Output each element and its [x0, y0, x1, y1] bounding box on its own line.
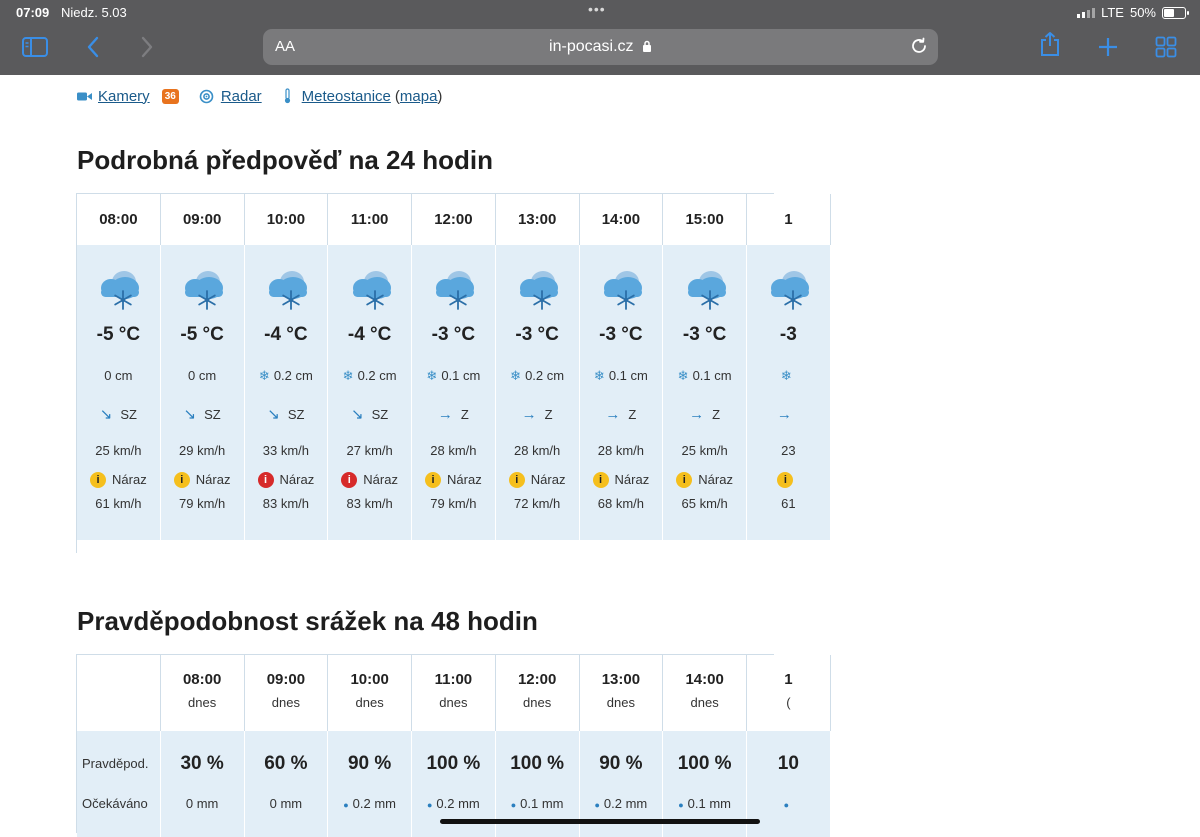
forecast-wind-speed: 28 km/h	[430, 443, 477, 458]
reload-icon[interactable]	[910, 37, 928, 60]
forecast-temperature: -5 °C	[96, 324, 141, 345]
precip-hour-cell	[663, 655, 747, 731]
forecast-snow	[328, 355, 411, 395]
snowflake-icon: ❄	[593, 368, 605, 383]
warning-icon[interactable]: i	[509, 472, 525, 488]
forecast-snow-amount: 0.1 cm	[608, 368, 648, 383]
forecast-wind-direction	[161, 395, 244, 435]
warning-icon[interactable]: i	[258, 472, 274, 488]
wind-direction-label: SZ	[287, 407, 305, 422]
forecast-snow-amount: 0 cm	[188, 368, 217, 383]
forecast-gust-speed: 79 km/h	[430, 496, 477, 511]
forecast-temperature: -3 °C	[515, 324, 559, 345]
forecast-title: Podrobná předpověď na 24 hodin	[77, 145, 493, 175]
forecast-wind-speed: 29 km/h	[179, 443, 226, 458]
precip-day: dnes	[606, 695, 635, 710]
precip-hour: 09:00	[266, 671, 306, 688]
forecast-hour-cell	[580, 194, 664, 245]
forecast-hour: 08:00	[99, 211, 138, 228]
signal-icon	[1077, 8, 1095, 18]
snowflake-icon: ❄	[780, 368, 792, 383]
camera-icon	[76, 88, 92, 104]
forecast-header-row	[77, 194, 793, 245]
precip-expected	[412, 797, 495, 837]
gust-label: Náraz	[112, 472, 147, 487]
gust-label: Náraz	[698, 472, 733, 487]
arrow-right-icon: →	[521, 406, 537, 423]
water-drop-icon: ●	[678, 800, 684, 810]
precip-table[interactable]	[76, 654, 799, 833]
snow-cloud-icon	[663, 245, 746, 315]
multitasking-dots-icon[interactable]: •••	[588, 1, 606, 17]
forecast-gust	[77, 468, 160, 492]
cameras-count-badge: 36	[162, 89, 179, 104]
precip-expected	[245, 797, 328, 837]
snowflake-icon: ❄	[342, 368, 354, 383]
arrow-down-right-icon: ↘	[183, 406, 197, 423]
arrow-right-icon: →	[689, 406, 705, 423]
map-open-paren: (	[394, 87, 400, 105]
battery-percent: 50%	[1129, 5, 1156, 20]
forecast-snow	[663, 355, 746, 395]
forecast-wind-speed: 25 km/h	[95, 443, 142, 458]
snow-cloud-icon	[77, 245, 160, 315]
forecast-wind-speed: 28 km/h	[597, 443, 644, 458]
forecast-snow-amount: 0.1 cm	[441, 368, 481, 383]
forecast-column	[245, 245, 329, 540]
forecast-wind-speed: 33 km/h	[262, 443, 309, 458]
forecast-hour: 11:00	[350, 211, 389, 228]
forecast-gust-speed: 79 km/h	[179, 496, 226, 511]
forecast-snow-amount: 0.2 cm	[525, 368, 565, 383]
forecast-column	[747, 245, 831, 540]
forecast-snow-amount: 0.2 cm	[273, 368, 313, 383]
arrow-down-right-icon: ↘	[99, 406, 113, 423]
map-link[interactable]: mapa	[399, 87, 438, 105]
forecast-wind-speed: 23	[781, 443, 796, 458]
forecast-snow	[161, 355, 244, 395]
precip-expected-amount: 0 mm	[185, 796, 219, 811]
forecast-hour: 1	[784, 211, 793, 228]
stations-link[interactable]: Meteostanice	[301, 87, 391, 105]
gust-label: Náraz	[279, 472, 315, 487]
forecast-snow	[77, 355, 160, 395]
arrow-right-icon: →	[437, 406, 453, 423]
precip-hour-cell	[412, 655, 496, 731]
forward-icon[interactable]	[134, 35, 160, 59]
precip-hour: 1	[784, 671, 793, 688]
status-bar	[0, 0, 1200, 24]
precip-title: Pravděpodobnost srážek na 48 hodin	[77, 606, 538, 636]
precip-probability: 90 %	[347, 753, 392, 774]
precip-hour: 12:00	[517, 671, 557, 688]
forecast-gust-speed: 68 km/h	[597, 496, 644, 511]
precip-hour: 14:00	[685, 671, 724, 688]
warning-icon[interactable]: i	[676, 472, 692, 488]
precip-expected-amount: 0.2 mm	[436, 796, 480, 811]
precip-column	[328, 731, 412, 837]
water-drop-icon: ●	[594, 800, 600, 810]
forecast-wind-direction	[245, 395, 328, 435]
wind-direction-label: SZ	[371, 407, 389, 422]
forecast-column	[663, 245, 747, 540]
address-bar[interactable]	[263, 29, 938, 65]
precip-hour: 11:00	[434, 671, 473, 688]
forecast-gust	[161, 468, 244, 492]
precip-expected-amount: 0.1 mm	[687, 796, 732, 811]
precip-hour-cell	[747, 655, 831, 731]
gust-label: Náraz	[195, 472, 231, 487]
precip-column	[161, 731, 245, 837]
forecast-wind-direction	[663, 395, 746, 435]
forecast-snow	[580, 355, 663, 395]
forecast-gust	[412, 468, 495, 492]
snow-cloud-icon	[328, 245, 411, 315]
forecast-wind-direction	[580, 395, 663, 435]
share-icon[interactable]	[1037, 32, 1063, 56]
precip-probability: 100 %	[510, 753, 565, 774]
warning-icon[interactable]: i	[425, 472, 441, 488]
precip-expected-amount: 0 mm	[269, 796, 303, 811]
forecast-wind-direction	[747, 395, 830, 435]
precip-hour: 13:00	[601, 671, 641, 688]
precip-probability: 30 %	[180, 753, 224, 774]
precip-probability: 10	[777, 753, 799, 774]
forecast-column	[580, 245, 664, 540]
forecast-hour: 14:00	[601, 211, 641, 228]
precip-day: dnes	[439, 695, 468, 710]
precip-expected	[580, 797, 663, 837]
snowflake-icon: ❄	[426, 368, 438, 383]
forecast-gust-speed: 65 km/h	[681, 496, 728, 511]
home-indicator[interactable]	[440, 819, 760, 824]
url-domain: in-pocasi.cz	[549, 38, 634, 55]
forecast-hour: 12:00	[434, 211, 473, 228]
forecast-gust-speed: 61 km/h	[95, 496, 142, 511]
browser-chrome	[0, 0, 1200, 75]
precip-prob-label: Pravděpod.	[82, 756, 149, 771]
water-drop-icon: ●	[343, 800, 349, 810]
gust-label: Náraz	[447, 472, 482, 487]
precip-hour-cell	[328, 655, 412, 731]
forecast-wind-speed: 25 km/h	[681, 443, 728, 458]
precip-day: dnes	[690, 695, 719, 710]
forecast-hour-cell	[161, 194, 245, 245]
forecast-column	[328, 245, 412, 540]
precip-probability: 60 %	[264, 753, 308, 774]
map-close-paren: )	[437, 87, 443, 105]
precip-hour-cell	[161, 655, 245, 731]
precip-label-column	[77, 731, 161, 837]
forecast-wind-direction	[77, 395, 160, 435]
warning-icon[interactable]: i	[174, 472, 190, 488]
snow-cloud-icon	[747, 245, 830, 315]
forecast-temperature: -3	[779, 324, 797, 345]
forecast-hour: 13:00	[517, 211, 557, 228]
precip-probability: 100 %	[677, 753, 732, 774]
tabs-overview-icon[interactable]	[1153, 35, 1179, 59]
forecast-column	[161, 245, 245, 540]
precip-expected-amount: 0.2 mm	[603, 796, 648, 811]
arrow-down-right-icon: ↘	[351, 406, 364, 423]
forecast-wind-speed: 27 km/h	[346, 443, 393, 458]
forecast-column	[77, 245, 161, 540]
precip-header-row	[77, 655, 793, 731]
forecast-gust-speed: 72 km/h	[514, 496, 561, 511]
precip-expected	[161, 797, 244, 837]
warning-icon[interactable]: i	[341, 472, 357, 488]
precip-expected	[496, 797, 579, 837]
forecast-gust-speed: 61	[781, 496, 796, 511]
forecast-gust	[328, 468, 411, 492]
precip-probability: 90 %	[599, 753, 643, 774]
wind-direction-label: SZ	[204, 407, 221, 422]
snowflake-icon: ❄	[258, 368, 270, 383]
reader-options-button[interactable]: AA	[275, 38, 296, 55]
forecast-hour-cell	[747, 194, 831, 245]
precip-hour: 10:00	[350, 671, 389, 688]
gust-label: Náraz	[530, 472, 566, 487]
forecast-hour: 15:00	[685, 211, 724, 228]
water-drop-icon: ●	[783, 800, 790, 810]
arrow-right-icon: →	[776, 406, 792, 423]
forecast-column	[496, 245, 580, 540]
forecast-temperature: -3 °C	[431, 324, 476, 345]
forecast-gust-speed: 83 km/h	[346, 496, 393, 511]
wind-direction-label: Z	[712, 407, 721, 422]
precip-expected-amount: 0.1 mm	[520, 796, 564, 811]
water-drop-icon: ●	[426, 800, 433, 810]
forecast-temperature: -5 °C	[180, 324, 224, 345]
forecast-snow-amount: 0.1 cm	[692, 368, 732, 383]
forecast-wind-direction	[328, 395, 411, 435]
snow-cloud-icon	[161, 245, 244, 315]
snow-cloud-icon	[496, 245, 579, 315]
precip-expected	[328, 797, 411, 837]
forecast-column	[412, 245, 496, 540]
precip-expected-label: Očekáváno	[82, 796, 148, 811]
status-date: Niedz. 5.03	[61, 5, 127, 20]
forecast-temperature: -4 °C	[347, 324, 392, 345]
precip-hour-cell	[496, 655, 580, 731]
precip-probability: 100 %	[426, 753, 481, 774]
forecast-wind-speed: 28 km/h	[514, 443, 561, 458]
forecast-wind-direction	[412, 395, 495, 435]
forecast-hour-cell	[328, 194, 412, 245]
gust-label: Náraz	[614, 472, 650, 487]
forecast-gust	[496, 468, 579, 492]
forecast-wind-direction	[496, 395, 579, 435]
snowflake-icon: ❄	[510, 368, 522, 383]
forecast-gust	[245, 468, 328, 492]
snow-cloud-icon	[580, 245, 663, 315]
forecast-hour-cell	[412, 194, 496, 245]
water-drop-icon: ●	[510, 800, 517, 810]
forecast-gust	[663, 468, 746, 492]
precip-corner-cell	[77, 655, 161, 731]
precip-day: dnes	[355, 695, 384, 710]
warning-icon[interactable]: i	[593, 472, 609, 488]
forecast-temperature: -4 °C	[264, 324, 308, 345]
forecast-hour: 09:00	[182, 211, 222, 228]
forecast-temperature: -3 °C	[682, 324, 727, 345]
precip-day: dnes	[523, 695, 552, 710]
lock-icon	[642, 40, 652, 52]
radar-icon	[199, 88, 215, 104]
sidebar-toggle-icon[interactable]	[22, 35, 48, 59]
back-icon[interactable]	[80, 35, 106, 59]
precip-day: dnes	[271, 695, 300, 710]
precip-hour: 08:00	[182, 671, 222, 688]
snow-cloud-icon	[245, 245, 328, 315]
arrow-right-icon: →	[605, 406, 621, 423]
precip-day: (	[786, 695, 791, 710]
gust-label: Náraz	[363, 472, 398, 487]
forecast-gust-speed: 83 km/h	[262, 496, 309, 511]
arrow-down-right-icon: ↘	[267, 406, 280, 423]
url-text	[263, 38, 938, 56]
forecast-snow	[412, 355, 495, 395]
precip-hour-cell	[245, 655, 329, 731]
wind-direction-label: Z	[628, 407, 637, 422]
wind-direction-label: Z	[544, 407, 553, 422]
warning-icon[interactable]: i	[777, 472, 793, 488]
wind-direction-label: SZ	[120, 407, 137, 422]
forecast-snow-amount: 0 cm	[104, 368, 133, 383]
forecast-hour: 10:00	[266, 211, 306, 228]
quick-links	[76, 86, 442, 106]
forecast-gust	[747, 468, 830, 492]
radar-link[interactable]: Radar	[220, 87, 262, 105]
precip-day: dnes	[188, 695, 217, 710]
new-tab-icon[interactable]	[1095, 35, 1121, 59]
forecast-snow-amount: 0.2 cm	[357, 368, 397, 383]
forecast-snow	[496, 355, 579, 395]
forecast-gust	[580, 468, 663, 492]
precip-expected	[747, 797, 830, 837]
precip-hour-cell	[580, 655, 664, 731]
status-time: 07:09	[16, 5, 50, 20]
forecast-body-row	[77, 245, 797, 540]
precip-column	[245, 731, 329, 837]
forecast-hour-cell	[663, 194, 747, 245]
battery-icon	[1162, 7, 1186, 19]
forecast-snow	[245, 355, 328, 395]
forecast-temperature: -3 °C	[599, 324, 643, 345]
cameras-link[interactable]: Kamery	[98, 87, 150, 105]
forecast-hour-cell	[496, 194, 580, 245]
wind-direction-label: Z	[460, 407, 469, 422]
precip-expected-amount: 0.2 mm	[352, 796, 397, 811]
snowflake-icon: ❄	[677, 368, 689, 383]
warning-icon[interactable]: i	[90, 472, 106, 488]
thermometer-icon	[280, 88, 296, 104]
forecast-hour-cell	[77, 194, 161, 245]
forecast-snow	[747, 355, 830, 395]
precip-expected	[663, 797, 746, 837]
status-right	[1077, 5, 1186, 20]
network-type: LTE	[1101, 5, 1124, 20]
forecast-hour-cell	[245, 194, 329, 245]
snow-cloud-icon	[412, 245, 495, 315]
forecast-table[interactable]	[76, 193, 797, 553]
